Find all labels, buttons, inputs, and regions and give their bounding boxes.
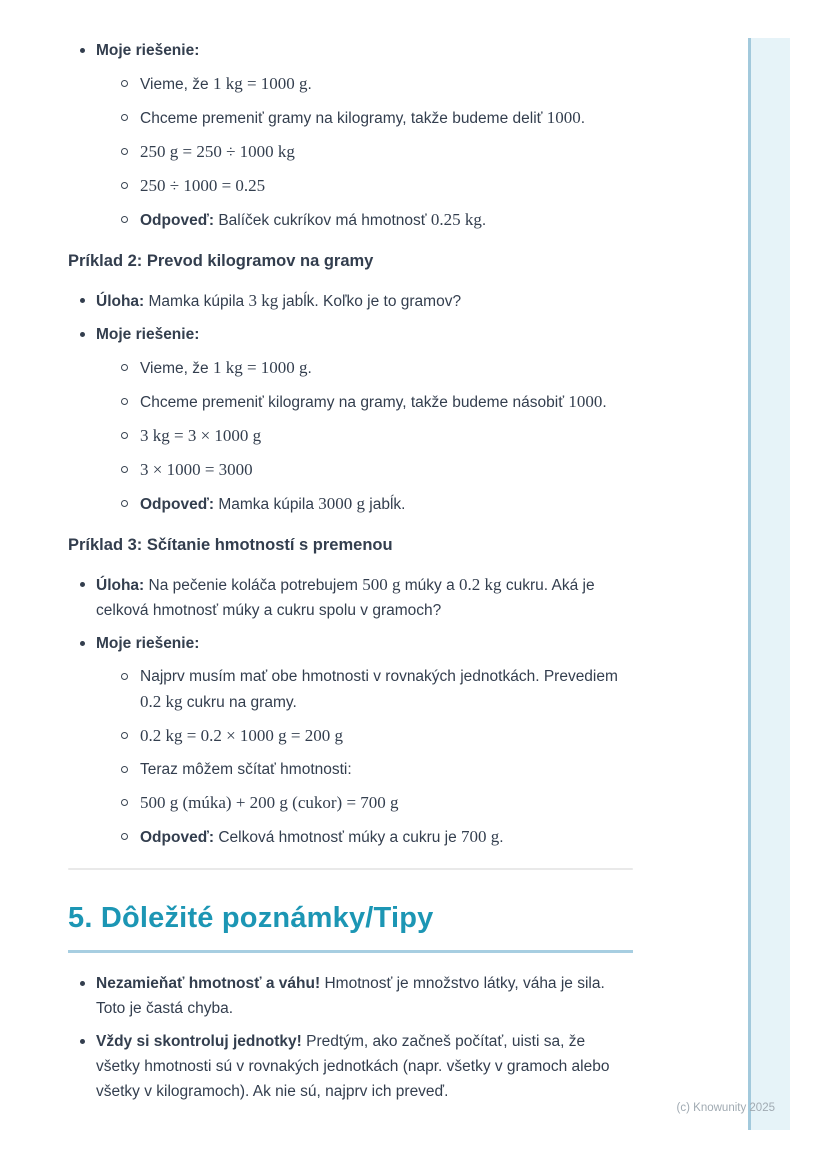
body-text: Vieme, že [140, 76, 213, 93]
bold-lead-text: Odpoveď: [140, 496, 215, 513]
section-title: 5. Dôležité poznámky/Tipy [68, 900, 633, 953]
body-text: . [307, 76, 312, 93]
body-text: cukru na gramy. [182, 694, 297, 711]
bold-lead-text: Moje riešenie: [96, 635, 200, 652]
sub-bullet-list [96, 664, 633, 850]
body-text: Teraz môžem sčítať hmotnosti: [140, 761, 352, 778]
body-text: Chceme premeniť gramy na kilogramy, takže budeme deliť [140, 110, 547, 127]
example-heading: Príklad 2: Prevod kilogramov na gramy [68, 252, 374, 270]
list-item [68, 322, 633, 517]
body-text: Na pečenie koláča potrebujem [144, 577, 363, 594]
sub-list-item [96, 423, 633, 449]
bold-lead-text: Moje riešenie: [96, 42, 200, 59]
math-text: 0.2 kg [459, 575, 502, 594]
sub-list-item [96, 139, 633, 165]
body-text: Mamka kúpila [144, 293, 249, 310]
list-item [68, 288, 633, 314]
body-text: jabĺk. [365, 496, 406, 513]
sub-list-item [96, 664, 633, 715]
sub-list-item [96, 757, 633, 782]
math-text: 0.25 kg [430, 210, 482, 229]
math-text: 500 g (múka) + 200 g (cukor) = 700 g [140, 793, 399, 812]
math-text: 700 g [461, 827, 500, 846]
sub-list-item [96, 71, 633, 97]
math-text: 500 g [362, 575, 401, 594]
bold-lead-text: Odpoveď: [140, 829, 215, 846]
example1-solution-list [68, 38, 633, 233]
list-item [68, 631, 633, 850]
body-text: Mamka kúpila [214, 496, 319, 513]
math-text: 3 × 1000 = 3000 [140, 460, 253, 479]
sub-list-item [96, 355, 633, 381]
tips-list [68, 971, 633, 1104]
body-text: Hmotnosť je množstvo látky, váha je sila. Toto je častá chyba. [96, 975, 605, 1017]
body-text: Predtým, ako začneš počítať, uisti sa, že všetky hmotnosti sú v rovnakých jednotkách (napr. všetky v gramoch alebo všetky v kilogramoch). Ak nie sú, najprv ich preveď. [96, 1033, 610, 1100]
math-text: 250 ÷ 1000 = 0.25 [140, 176, 266, 195]
body-text: Vieme, že [140, 360, 213, 377]
sub-bullet-list [96, 355, 633, 517]
math-text: 1 kg = 1000 g [212, 74, 308, 93]
sub-list-item [96, 723, 633, 749]
math-text: 250 g = 250 ÷ 1000 kg [140, 142, 295, 161]
document-content [68, 38, 633, 1104]
sub-list-item [96, 173, 633, 199]
body-text: múky a [400, 577, 460, 594]
math-text: 0.2 kg = 0.2 × 1000 g = 200 g [140, 726, 344, 745]
sub-list-item [96, 389, 633, 415]
body-text: . [602, 394, 607, 411]
math-text: 1 kg = 1000 g [212, 358, 308, 377]
bold-lead-text: Nezamieňať hmotnosť a váhu! [96, 975, 321, 992]
sub-list-item [96, 105, 633, 131]
math-text: 0.2 kg [140, 692, 183, 711]
body-text: . [481, 212, 487, 229]
sub-list-item [96, 824, 633, 850]
bold-lead-text: Moje riešenie: [96, 326, 200, 343]
math-text: 3 kg [248, 291, 279, 310]
list-item [68, 38, 633, 233]
body-text: jabĺk. Koľko je to gramov? [278, 293, 462, 310]
right-accent-strip [751, 38, 790, 1130]
math-text: 3 kg = 3 × 1000 g [140, 426, 262, 445]
math-text: 3000 g [318, 494, 365, 513]
sub-list-item [96, 491, 633, 517]
bold-lead-text: Odpoveď: [140, 212, 215, 229]
sub-list-item [96, 790, 633, 816]
bold-lead-text: Úloha: [96, 293, 145, 310]
copyright-footer: (c) Knowunity 2025 [676, 1102, 775, 1114]
body-text: cukru. Aká je celková hmotnosť múky a cukru spolu v gramoch? [96, 577, 595, 619]
list-item [68, 971, 633, 1021]
body-text: Celková hmotnosť múky a cukru je [214, 829, 462, 846]
sub-bullet-list [96, 71, 633, 233]
list-item [68, 572, 633, 623]
example2-list [68, 288, 633, 517]
body-text: Chceme premeniť kilogramy na gramy, takže budeme násobiť [140, 394, 569, 411]
example3-list [68, 572, 633, 850]
body-text: . [307, 360, 312, 377]
body-text: Najprv musím mať obe hmotnosti v rovnakých jednotkách. Prevediem [140, 668, 618, 685]
body-text: . [499, 829, 504, 846]
section-divider [68, 868, 633, 870]
body-text: Balíček cukríkov má hmotnosť [214, 212, 431, 229]
math-text: 1000 [546, 108, 581, 127]
example-heading: Príklad 3: Sčítanie hmotností s premenou [68, 536, 393, 554]
bold-lead-text: Vždy si skontroluj jednotky! [96, 1033, 302, 1050]
sub-list-item [96, 457, 633, 483]
bold-lead-text: Úloha: [96, 577, 145, 594]
body-text: . [580, 110, 586, 127]
sub-list-item [96, 207, 633, 233]
math-text: 1000 [568, 392, 603, 411]
list-item [68, 1029, 633, 1104]
